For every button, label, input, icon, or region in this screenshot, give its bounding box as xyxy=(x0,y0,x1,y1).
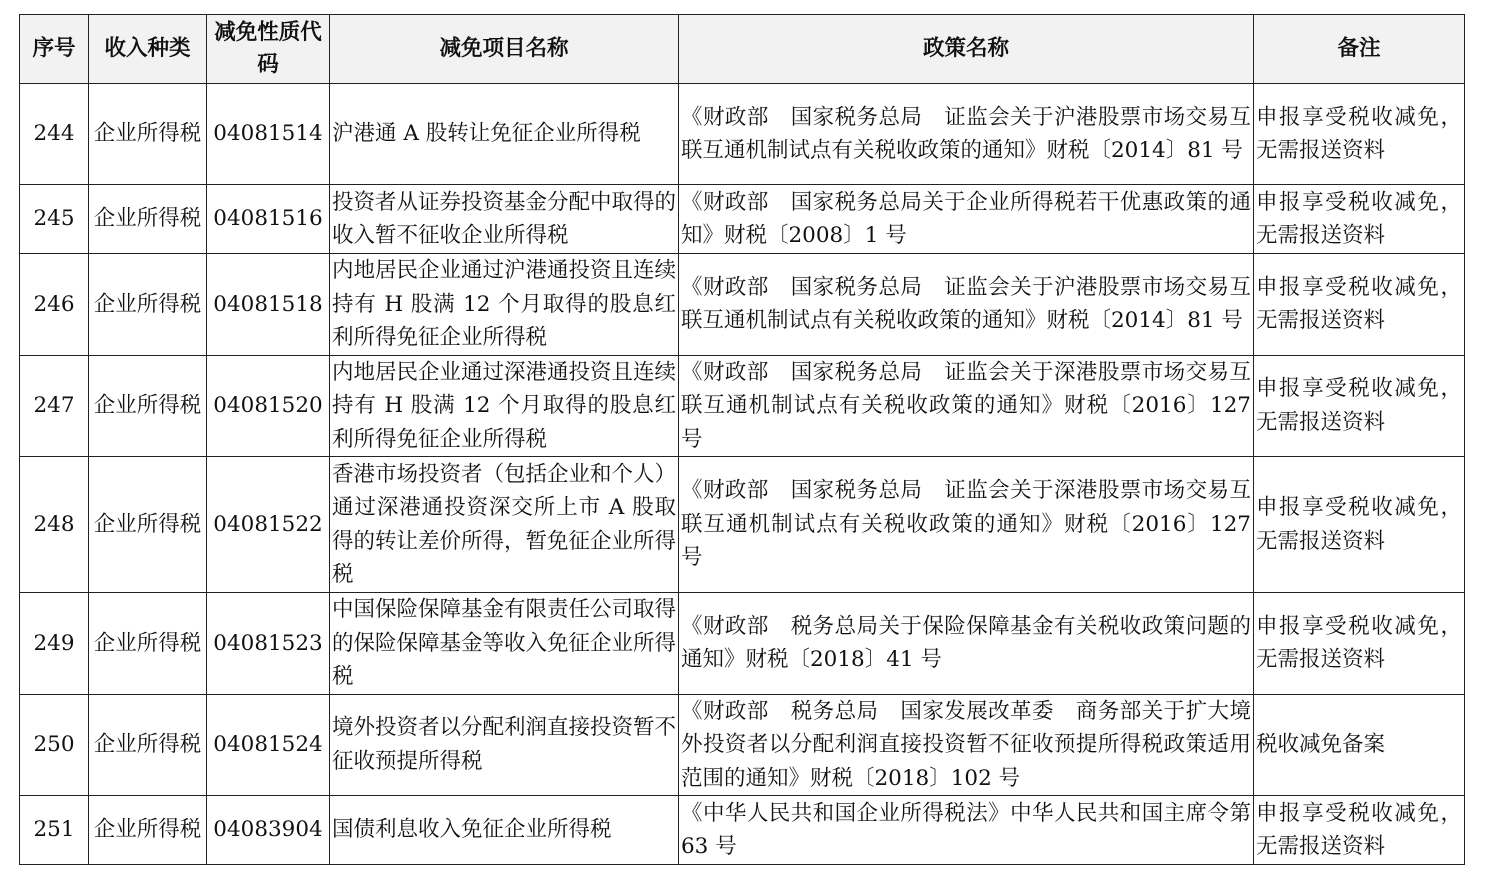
row-item-name: 沪港通 A 股转让免征企业所得税 xyxy=(330,84,679,185)
table-row xyxy=(20,254,1465,356)
row-item-name: 境外投资者以分配利润直接投资暂不征收预提所得税 xyxy=(330,694,679,796)
table-header xyxy=(20,15,1465,84)
header-item-name: 减免项目名称 xyxy=(330,15,679,84)
row-code: 04083904 xyxy=(207,796,330,865)
row-income-type: 企业所得税 xyxy=(89,254,207,356)
row-item-name: 国债利息收入免征企业所得税 xyxy=(330,796,679,865)
row-note: 申报享受税收减免，无需报送资料 xyxy=(1254,254,1465,356)
row-item-name: 内地居民企业通过沪港通投资且连续持有 H 股满 12 个月取得的股息红利所得免征企业所得税 xyxy=(330,254,679,356)
row-index: 249 xyxy=(20,593,89,695)
row-item-name: 香港市场投资者（包括企业和个人）通过深港通投资深交所上市 A 股取得的转让差价所得，暂免征企业所得税 xyxy=(330,457,679,593)
row-note: 申报享受税收减免，无需报送资料 xyxy=(1254,84,1465,185)
row-policy: 《财政部 税务总局 国家发展改革委 商务部关于扩大境外投资者以分配利润直接投资暂不征收预提所得税政策适用范围的通知》财税〔2018〕102 号 xyxy=(679,694,1254,796)
table-row xyxy=(20,796,1465,865)
row-income-type: 企业所得税 xyxy=(89,796,207,865)
table-row xyxy=(20,457,1465,593)
header-code: 减免性质代码 xyxy=(207,15,330,84)
row-code: 04081524 xyxy=(207,694,330,796)
row-item-name: 中国保险保障基金有限责任公司取得的保险保障基金等收入免征企业所得税 xyxy=(330,593,679,695)
row-code: 04081514 xyxy=(207,84,330,185)
row-code: 04081516 xyxy=(207,185,330,254)
row-note: 申报享受税收减免，无需报送资料 xyxy=(1254,593,1465,695)
row-code: 04081522 xyxy=(207,457,330,593)
row-index: 250 xyxy=(20,694,89,796)
header-index: 序号 xyxy=(20,15,89,84)
row-note: 申报享受税收减免，无需报送资料 xyxy=(1254,796,1465,865)
row-policy: 《中华人民共和国企业所得税法》中华人民共和国主席令第 63 号 xyxy=(679,796,1254,865)
header-income-type: 收入种类 xyxy=(89,15,207,84)
row-code: 04081520 xyxy=(207,355,330,457)
row-income-type: 企业所得税 xyxy=(89,694,207,796)
row-index: 245 xyxy=(20,185,89,254)
header-row xyxy=(20,15,1465,84)
row-policy: 《财政部 国家税务总局 证监会关于深港股票市场交易互联互通机制试点有关税收政策的通知》财税〔2016〕127 号 xyxy=(679,457,1254,593)
row-item-name: 投资者从证券投资基金分配中取得的收入暂不征收企业所得税 xyxy=(330,185,679,254)
row-index: 244 xyxy=(20,84,89,185)
row-index: 251 xyxy=(20,796,89,865)
table-row xyxy=(20,84,1465,185)
table-row xyxy=(20,694,1465,796)
row-income-type: 企业所得税 xyxy=(89,84,207,185)
row-note: 申报享受税收减免，无需报送资料 xyxy=(1254,355,1465,457)
row-income-type: 企业所得税 xyxy=(89,593,207,695)
row-index: 246 xyxy=(20,254,89,356)
table-row xyxy=(20,185,1465,254)
row-note: 申报享受税收减免，无需报送资料 xyxy=(1254,185,1465,254)
row-income-type: 企业所得税 xyxy=(89,355,207,457)
header-policy: 政策名称 xyxy=(679,15,1254,84)
row-index: 247 xyxy=(20,355,89,457)
row-policy: 《财政部 税务总局关于保险保障基金有关税收政策问题的通知》财税〔2018〕41 号 xyxy=(679,593,1254,695)
header-note: 备注 xyxy=(1254,15,1465,84)
row-income-type: 企业所得税 xyxy=(89,457,207,593)
row-code: 04081518 xyxy=(207,254,330,356)
table-body xyxy=(20,84,1465,865)
tax-exemption-table xyxy=(19,14,1465,865)
row-index: 248 xyxy=(20,457,89,593)
table-row xyxy=(20,593,1465,695)
row-income-type: 企业所得税 xyxy=(89,185,207,254)
row-policy: 《财政部 国家税务总局 证监会关于深港股票市场交易互联互通机制试点有关税收政策的通知》财税〔2016〕127 号 xyxy=(679,355,1254,457)
row-policy: 《财政部 国家税务总局关于企业所得税若干优惠政策的通知》财税〔2008〕1 号 xyxy=(679,185,1254,254)
row-note: 申报享受税收减免，无需报送资料 xyxy=(1254,457,1465,593)
row-item-name: 内地居民企业通过深港通投资且连续持有 H 股满 12 个月取得的股息红利所得免征企业所得税 xyxy=(330,355,679,457)
row-code: 04081523 xyxy=(207,593,330,695)
row-note: 税收减免备案 xyxy=(1254,694,1465,796)
table-row xyxy=(20,355,1465,457)
row-policy: 《财政部 国家税务总局 证监会关于沪港股票市场交易互联互通机制试点有关税收政策的通知》财税〔2014〕81 号 xyxy=(679,84,1254,185)
row-policy: 《财政部 国家税务总局 证监会关于沪港股票市场交易互联互通机制试点有关税收政策的通知》财税〔2014〕81 号 xyxy=(679,254,1254,356)
